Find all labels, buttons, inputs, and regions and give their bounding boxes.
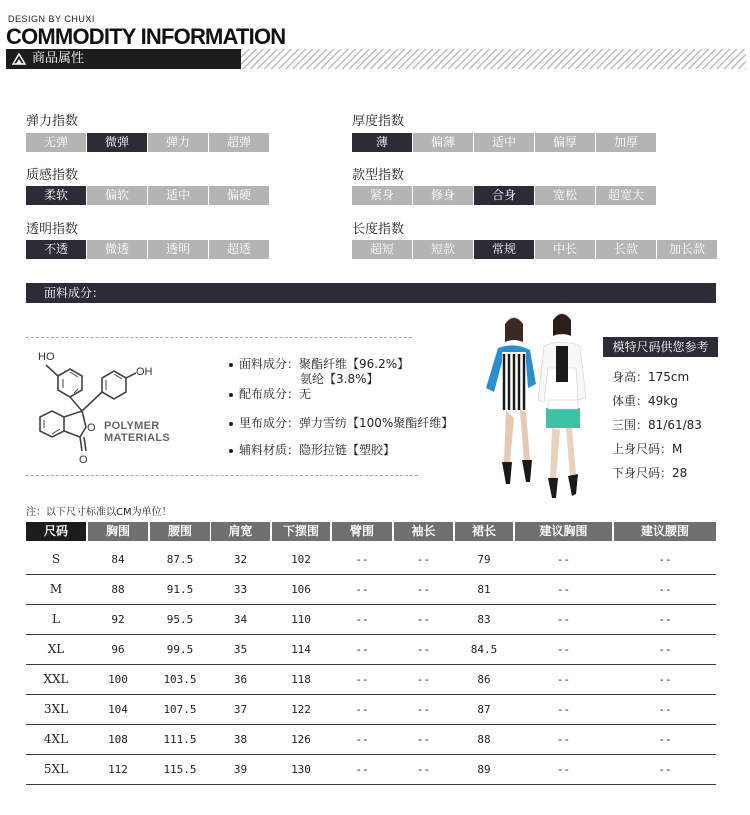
- size-table-cell: XXL: [43, 672, 69, 686]
- size-table-cell: 91.5: [166, 583, 194, 596]
- index-option: 超透: [209, 240, 269, 259]
- elasticity-index-options: [26, 133, 270, 152]
- size-table-cell: 112: [108, 763, 128, 776]
- size-table-cell: 37: [233, 703, 248, 716]
- size-table-cell: 118: [291, 673, 311, 686]
- size-table-cell: 81: [477, 583, 491, 596]
- size-table-cell: M: [49, 582, 63, 596]
- index-option: 加厚: [596, 133, 656, 152]
- model-height: 身高：175cm: [612, 370, 690, 384]
- size-table-cell: 100: [108, 673, 128, 686]
- index-option: 适中: [474, 133, 534, 152]
- length-index-label: 长度指数: [352, 222, 405, 237]
- size-table-cell: 5XL: [43, 762, 69, 776]
- size-table-cell: 106: [291, 583, 311, 596]
- size-table-cell: 92: [111, 613, 125, 626]
- size-table-column-header: 裙长: [455, 522, 513, 541]
- polymer-molecule-icon: [30, 345, 190, 470]
- texture-index-options: [26, 186, 270, 205]
- composition-item-accessories: 辅料材质：隐形拉链【塑胶】: [229, 443, 395, 457]
- section-title-bar: [6, 49, 241, 69]
- brand-tagline: DESIGN BY CHUXI: [8, 14, 95, 24]
- index-option: 合身: [474, 186, 534, 205]
- size-table-cell: 86: [477, 673, 491, 686]
- size-table-cell: 107.5: [163, 703, 197, 716]
- size-table-row: [26, 665, 716, 695]
- index-option: 偏软: [87, 186, 147, 205]
- index-option: 透明: [148, 240, 208, 259]
- size-table-cell: 87: [477, 703, 491, 716]
- decorative-hatch: [241, 49, 746, 69]
- size-table-cell: 39: [233, 763, 248, 776]
- size-table-cell: 122: [291, 703, 311, 716]
- size-table-cell: --: [658, 643, 672, 656]
- size-table-cell: --: [658, 583, 672, 596]
- size-table-cell: --: [416, 613, 431, 626]
- size-table-cell: --: [556, 583, 571, 596]
- index-option: 中长: [535, 240, 595, 259]
- size-table-cell: --: [416, 703, 431, 716]
- size-unit-note: 注：以下尺寸标准以CM为单位！: [26, 507, 172, 518]
- size-table-cell: --: [658, 673, 672, 686]
- length-index-options: [352, 240, 718, 259]
- size-table-cell: 95.5: [166, 613, 194, 626]
- composition-item-fabric: 面料成分：聚酯纤维【96.2%】: [229, 357, 409, 371]
- index-option: 偏厚: [535, 133, 595, 152]
- fit-index-options: [352, 186, 657, 205]
- oxygen-label-ring: O: [87, 422, 96, 434]
- index-option: 常规: [474, 240, 534, 259]
- size-table-cell: 3XL: [43, 702, 69, 716]
- index-option: 柔软: [26, 186, 86, 205]
- divider-bottom: [26, 475, 418, 476]
- size-table-cell: L: [52, 612, 60, 626]
- divider-top: [26, 337, 412, 338]
- size-table-cell: --: [355, 643, 369, 656]
- polymer-line-1: POLYMER: [104, 420, 160, 432]
- model-top-size: 上身尺码：M: [612, 442, 683, 456]
- size-table-cell: 38: [233, 733, 248, 746]
- size-table-cell: --: [556, 703, 571, 716]
- model-photo: [470, 312, 600, 510]
- size-table-cell: 83: [477, 613, 491, 626]
- size-table-cell: --: [556, 643, 571, 656]
- size-table-cell: 99.5: [166, 643, 194, 656]
- size-table-cell: 34: [233, 613, 248, 626]
- size-table-cell: --: [355, 703, 369, 716]
- page-title: COMMODITY INFORMATION: [6, 24, 286, 49]
- size-table-row: [26, 725, 716, 755]
- size-table-cell: 111.5: [163, 733, 197, 746]
- size-table-cell: 108: [108, 733, 128, 746]
- thickness-index-label: 厚度指数: [352, 114, 405, 129]
- size-table-cell: --: [416, 583, 431, 596]
- model-measurements: 三围：81/61/83: [612, 418, 702, 432]
- size-table-cell: 79: [477, 553, 491, 566]
- size-table-cell: --: [355, 553, 369, 566]
- size-table-cell: --: [658, 703, 672, 716]
- index-option: 加长款: [657, 240, 717, 259]
- size-table-cell: 35: [233, 643, 248, 656]
- size-table-column-header: 肩宽: [211, 522, 270, 541]
- size-table-cell: --: [416, 733, 431, 746]
- model-bottom-size: 下身尺码：28: [612, 466, 688, 480]
- size-table-cell: 33: [233, 583, 248, 596]
- size-table-row: [26, 695, 716, 725]
- size-table-cell: --: [556, 763, 571, 776]
- index-option: 不透: [26, 240, 86, 259]
- size-table-cell: --: [416, 553, 431, 566]
- size-table-column-header: 胸围: [88, 522, 148, 541]
- size-table-cell: 114: [291, 643, 311, 656]
- index-option: 微弹: [87, 133, 147, 152]
- size-table-cell: --: [556, 613, 571, 626]
- size-table-cell: XL: [47, 642, 65, 656]
- index-option: 修身: [413, 186, 473, 205]
- size-table-cell: 102: [291, 553, 311, 566]
- composition-item-lining-match: 配布成分：无: [229, 387, 311, 401]
- size-table-cell: 110: [291, 613, 311, 626]
- size-table-cell: S: [51, 552, 61, 566]
- size-table-column-header: 袖长: [394, 522, 453, 541]
- texture-index-label: 质感指数: [26, 168, 79, 183]
- size-table-cell: 89: [477, 763, 491, 776]
- size-table-cell: --: [556, 733, 571, 746]
- index-option: 短款: [413, 240, 473, 259]
- size-table-column-header: 建议腰围: [614, 522, 716, 541]
- thickness-index-options: [352, 133, 657, 152]
- size-table-column-header: 下摆围: [272, 522, 330, 541]
- size-table-cell: --: [556, 673, 571, 686]
- size-table-cell: --: [658, 553, 672, 566]
- composition-item-lining: 里布成分：弹力雪纺【100%聚酯纤维】: [229, 416, 453, 430]
- size-table-cell: 4XL: [43, 732, 69, 746]
- size-table-cell: --: [355, 583, 369, 596]
- fit-index-label: 款型指数: [352, 168, 405, 183]
- size-table-cell: --: [556, 553, 571, 566]
- fabric-section-bar: 面料成分：: [26, 283, 716, 303]
- elasticity-index-label: 弹力指数: [26, 114, 79, 129]
- index-option: 无弹: [26, 133, 86, 152]
- size-table-cell: --: [416, 763, 431, 776]
- size-table-cell: --: [355, 673, 369, 686]
- brand-logo-icon: [12, 53, 26, 65]
- size-table-cell: 88: [477, 733, 491, 746]
- size-table-cell: 130: [291, 763, 311, 776]
- size-table-cell: 96: [111, 643, 125, 656]
- model-weight: 体重：49kg: [612, 394, 678, 408]
- size-table-cell: --: [416, 673, 431, 686]
- transparency-index-label: 透明指数: [26, 222, 79, 237]
- size-table-column-header: 臂围: [332, 522, 392, 541]
- size-table-row: [26, 635, 716, 665]
- model-reference-title: 模特尺码供您参考: [603, 337, 718, 357]
- index-option: 超宽大: [596, 186, 656, 205]
- size-table-column-header: 建议胸围: [515, 522, 612, 541]
- size-table-cell: --: [658, 733, 672, 746]
- size-table-cell: 84.5: [470, 643, 498, 656]
- size-table-cell: 36: [233, 673, 248, 686]
- index-option: 宽松: [535, 186, 595, 205]
- size-table-column-header: 腰围: [150, 522, 210, 541]
- size-table-cell: --: [355, 733, 369, 746]
- size-table-cell: 126: [291, 733, 311, 746]
- size-table-column-header: 尺码: [26, 522, 86, 541]
- index-option: 薄: [352, 133, 412, 152]
- oxygen-label-carbonyl: O: [79, 454, 88, 466]
- size-table-row: [26, 575, 716, 605]
- transparency-index-options: [26, 240, 270, 259]
- composition-item-fabric-extra: 氨纶【3.8%】: [300, 372, 379, 386]
- polymer-materials-caption: [104, 420, 170, 444]
- size-table-cell: --: [416, 643, 431, 656]
- size-table-row: [26, 605, 716, 635]
- index-option: 超短: [352, 240, 412, 259]
- size-table-cell: 115.5: [163, 763, 197, 776]
- size-table-cell: 32: [233, 553, 248, 566]
- size-table-cell: 104: [108, 703, 128, 716]
- size-table-row: [26, 545, 716, 575]
- size-table-row: [26, 755, 716, 785]
- index-option: 紧身: [352, 186, 412, 205]
- size-table-cell: --: [355, 763, 369, 776]
- polymer-line-2: MATERIALS: [104, 432, 171, 444]
- hydroxyl-label-left: HO: [38, 351, 55, 363]
- index-option: 超弹: [209, 133, 269, 152]
- index-option: 偏硬: [209, 186, 269, 205]
- hydroxyl-label-right: OH: [136, 366, 153, 378]
- index-option: 微透: [87, 240, 147, 259]
- section-title: 商品属性: [32, 51, 85, 66]
- size-table-cell: 103.5: [163, 673, 197, 686]
- size-table-cell: 87.5: [166, 553, 194, 566]
- size-table-cell: --: [355, 613, 369, 626]
- index-option: 适中: [148, 186, 208, 205]
- index-option: 偏薄: [413, 133, 473, 152]
- size-table-cell: 84: [111, 553, 125, 566]
- index-option: 长款: [596, 240, 656, 259]
- size-table-cell: --: [658, 613, 672, 626]
- size-table-cell: --: [658, 763, 672, 776]
- size-table-cell: 88: [111, 583, 125, 596]
- index-option: 弹力: [148, 133, 208, 152]
